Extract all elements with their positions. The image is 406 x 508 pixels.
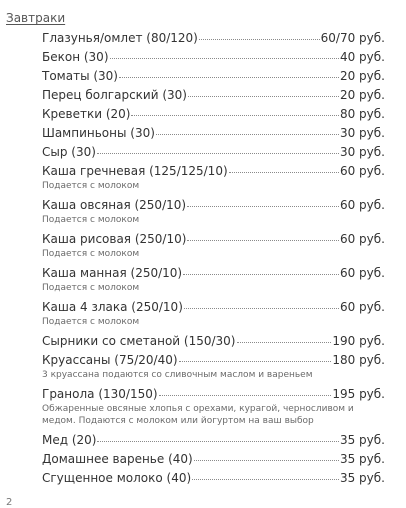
menu-item [42,470,385,487]
menu-item-note: Подается с молоком [42,283,140,293]
menu-item-price: 35 руб. [339,471,385,485]
menu-item-price: 35 руб. [339,452,385,466]
menu-item-note: Подается с молоком [42,181,140,191]
menu-item-row [42,470,385,487]
menu-item-price: 60 руб. [339,198,385,212]
menu-item-row [42,49,385,66]
menu-item-row [42,352,385,369]
menu-item-price: 180 руб. [332,353,385,367]
menu-item-row [42,106,385,123]
dotted-leader [159,395,332,396]
dotted-leader [131,115,339,116]
menu-item-price: 20 руб. [339,69,385,83]
menu-item-row [42,432,385,449]
menu-item-price: 60 руб. [339,164,385,178]
menu-item-name: Каша манная (250/10) [42,266,183,280]
menu-item-row [42,197,385,214]
menu-item [42,87,385,104]
menu-item-price: 190 руб. [332,334,385,348]
dotted-leader [179,361,332,362]
menu-item [42,197,385,226]
menu-item-name: Каша 4 злака (250/10) [42,300,183,314]
menu-item-name: Сырники со сметаной (150/30) [42,334,236,348]
menu-item-row [42,30,385,47]
menu-item-name: Бекон (30) [42,50,109,64]
menu-item-name: Каша рисовая (250/10) [42,232,187,246]
menu-item-name: Домашнее варенье (40) [42,452,193,466]
menu-item-price: 20 руб. [339,88,385,102]
menu-item [42,49,385,66]
dotted-leader [119,77,339,78]
menu-item-row [42,231,385,248]
menu-item-price: 30 руб. [339,145,385,159]
dotted-leader [187,240,339,241]
menu-item [42,231,385,260]
menu-item [42,386,385,427]
menu-list [42,30,385,489]
menu-item-row [42,386,385,403]
menu-item-note: 3 круассана подаются со сливочным маслом и вареньем [42,370,313,380]
menu-item-name: Перец болгарский (30) [42,88,187,102]
menu-item-row [42,87,385,104]
menu-item [42,333,385,350]
menu-item-price: 60 руб. [339,300,385,314]
menu-item-row [42,144,385,161]
dotted-leader [110,58,339,59]
dotted-leader [188,96,339,97]
menu-item [42,68,385,85]
menu-item [42,163,385,192]
menu-item-note: Обжаренные овсяные хлопья с орехами, курагой, черносливом и медом. Подаются с молоком или йогуртом на ваш выбор [42,404,354,426]
next-section-stub: 2 [6,497,13,508]
dotted-leader [229,172,339,173]
menu-item-price: 40 руб. [339,50,385,64]
menu-item [42,451,385,468]
dotted-leader [194,460,339,461]
dotted-leader [97,441,338,442]
menu-item [42,299,385,328]
menu-item-price: 35 руб. [339,433,385,447]
dotted-leader [237,342,332,343]
menu-item-name: Гранола (130/150) [42,387,158,401]
menu-item-price: 60 руб. [339,266,385,280]
menu-item-name: Томаты (30) [42,69,118,83]
menu-item-price: 80 руб. [339,107,385,121]
menu-item [42,30,385,47]
menu-item [42,265,385,294]
menu-item-note: Подается с молоком [42,317,140,327]
menu-item-row [42,68,385,85]
menu-item-name: Каша овсяная (250/10) [42,198,187,212]
section-title[interactable]: Завтраки [6,11,66,25]
menu-item-row [42,299,385,316]
menu-item-note: Подается с молоком [42,215,140,225]
menu-item-price: 60 руб. [339,232,385,246]
menu-item-name: Мед (20) [42,433,97,447]
menu-item [42,106,385,123]
menu-item-row [42,265,385,282]
dotted-leader [184,308,339,309]
menu-item [42,125,385,142]
menu-item-note: Подается с молоком [42,249,140,259]
menu-item-price: 60/70 руб. [320,31,385,45]
menu-item-name: Круассаны (75/20/40) [42,353,178,367]
dotted-leader [97,153,339,154]
dotted-leader [192,479,339,480]
menu-item [42,352,385,381]
menu-item-name: Сыр (30) [42,145,96,159]
menu-item-name: Сгущенное молоко (40) [42,471,192,485]
dotted-leader [156,134,339,135]
menu-item-price: 195 руб. [332,387,385,401]
dotted-leader [187,206,339,207]
dotted-leader [199,39,320,40]
menu-item-name: Каша гречневая (125/125/10) [42,164,228,178]
menu-item-price: 30 руб. [339,126,385,140]
menu-item [42,144,385,161]
menu-item-name: Глазунья/омлет (80/120) [42,31,198,45]
menu-item-name: Креветки (20) [42,107,131,121]
menu-item-row [42,163,385,180]
menu-item-row [42,333,385,350]
menu-item [42,432,385,449]
menu-item-row [42,125,385,142]
dotted-leader [183,274,339,275]
menu-item-name: Шампиньоны (30) [42,126,155,140]
menu-item-row [42,451,385,468]
